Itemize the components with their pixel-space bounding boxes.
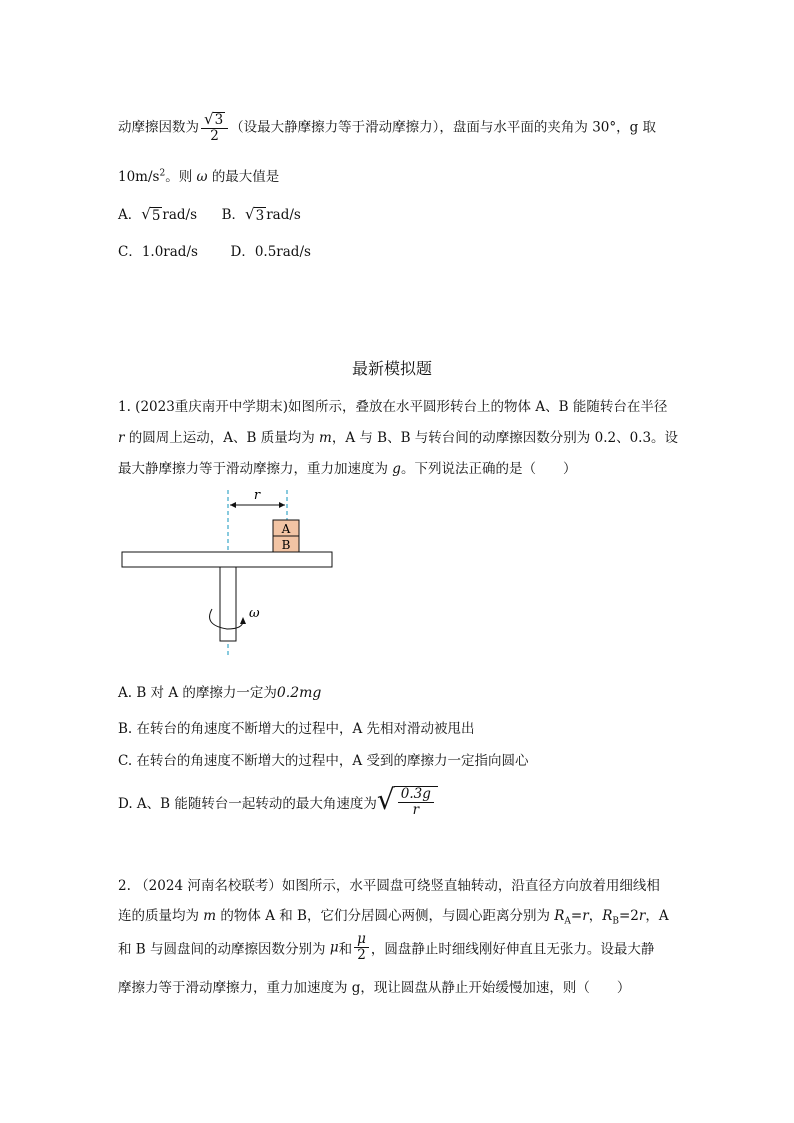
prev-option-b: B． √ 3 rad/s xyxy=(221,205,301,224)
prev-option-a: A． √ 5 rad/s xyxy=(118,205,198,224)
block-a-label: A xyxy=(281,522,291,536)
q1-line-2: r 的圆周上运动，A、B 质量均为 m，A 与 B、B 与转台间的动摩擦因数分别为 0.2、0.3。设 xyxy=(118,430,679,446)
turntable-plate xyxy=(122,552,332,567)
q1-option-d: D. A、B 能随转台一起转动的最大角速度为 √ $\frac{0.3g}{r}$ xyxy=(118,786,438,818)
q1-option-c: C. 在转台的角速度不断增大的过程中，A 受到的摩擦力一定指向圆心 xyxy=(118,753,529,769)
q2-line-4: 摩擦力等于滑动摩擦力，重力加速度为 g，现让圆盘从静止开始缓慢加速，则（ ） xyxy=(118,980,631,996)
turntable-shaft xyxy=(220,567,236,641)
q2-line-3: 和 B 与圆盘间的动摩擦因数分别为 μ和 $\frac{\mu}{2}$ ，圆盘静止时细线刚好伸直且无张力。设最大静 xyxy=(118,931,655,963)
prev-line-2: $10m/s^2$。则 ω 的最大值是 xyxy=(118,168,280,185)
prev-option-c: C．1.0rad/s xyxy=(118,244,198,260)
q2-line-1: 2. （2024 河南名校联考）如图所示，水平圆盘可绕竖直轴转动，沿直径方向放着用细线相 xyxy=(118,878,660,894)
q1-line-3: 最大静摩擦力等于滑动摩擦力，重力加速度为 g。下列说法正确的是（ ） xyxy=(118,461,577,477)
omega-label: ω xyxy=(249,606,260,621)
q2-line-2: 连的质量均为 m 的物体 A 和 B，它们分居圆心两侧，与圆心距离分别为 $R_A=r$，$R_B=2r$，A xyxy=(118,908,669,927)
sqrt3-over-2-fraction: √ 3 2 xyxy=(201,112,228,144)
q1-line-1: 1. (2023重庆南开中学期末)如图所示，叠放在水平圆形转台上的物体 A、B 能随转台在半径 xyxy=(118,399,668,415)
prev-line-1: 动摩擦因数为 √ 3 2 （设最大静摩擦力等于滑动摩擦力），盘面与水平面的夹角为 30°，g 取 xyxy=(118,110,657,144)
turntable-figure xyxy=(115,485,345,660)
prev-options-cd xyxy=(118,240,311,260)
block-b-label: B xyxy=(281,538,291,552)
q1-option-a: A. B 对 A 的摩擦力一定为0.2mg xyxy=(118,685,322,701)
radius-label: r xyxy=(253,488,261,503)
q1-option-b: B. 在转台的角速度不断增大的过程中，A 先相对滑动被甩出 xyxy=(118,721,475,737)
prev-options-ab xyxy=(118,203,301,224)
prev-option-d: D．0.5rad/s xyxy=(230,244,311,260)
section-title: 最新模拟题 xyxy=(352,359,433,378)
